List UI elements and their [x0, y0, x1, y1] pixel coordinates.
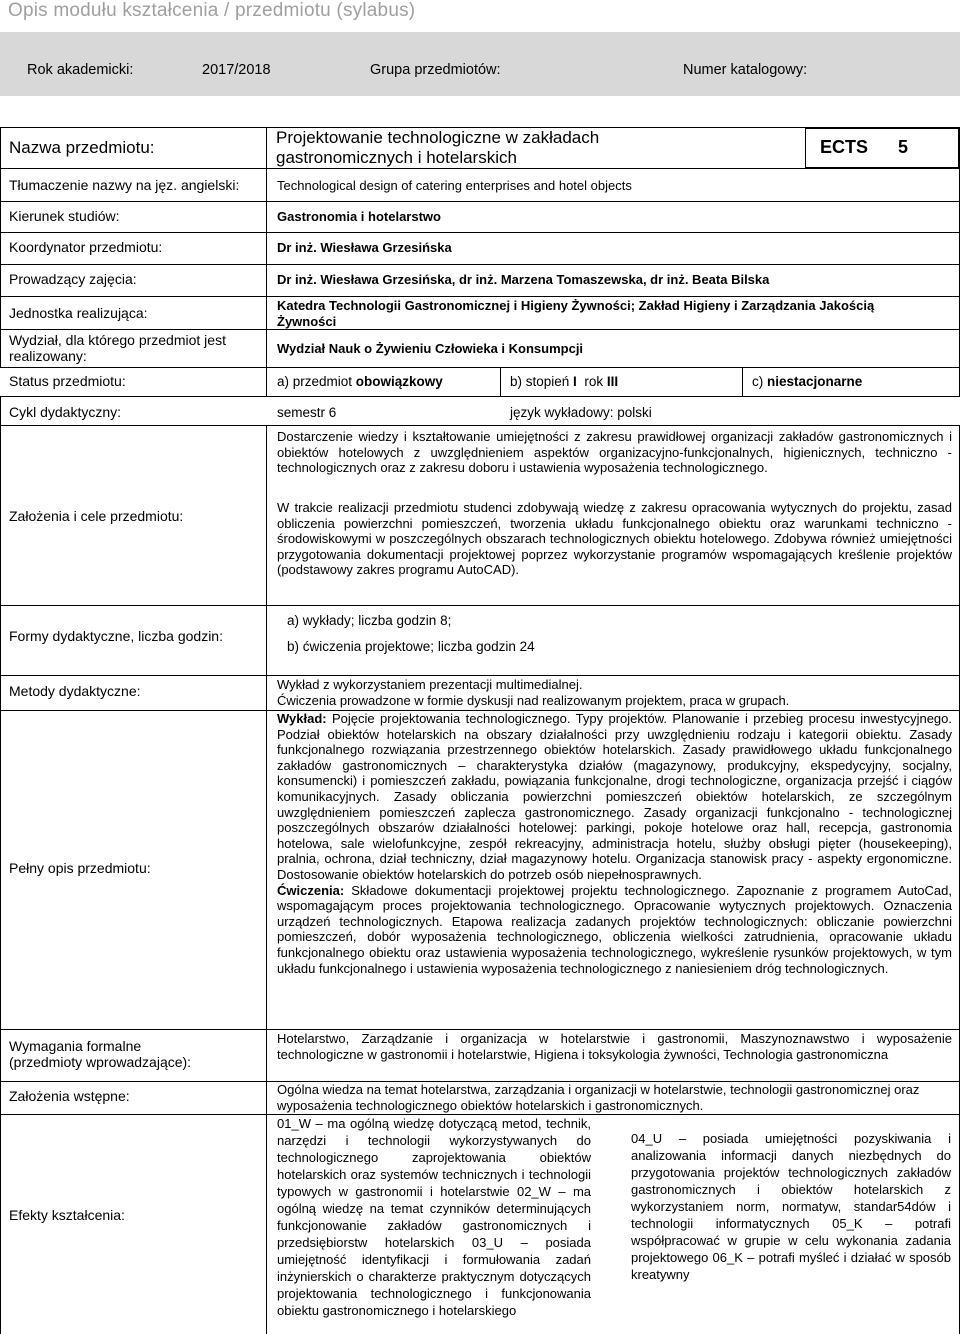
wymagania-label-line2: (przedmioty wprowadzające):: [9, 1054, 192, 1070]
efekty-label: Efekty kształcenia:: [9, 1207, 125, 1223]
status-c: [752, 373, 862, 390]
wydzial-label-line2: realizowany:: [9, 348, 87, 364]
rule: [742, 367, 743, 396]
status-c-prefix: c): [752, 374, 767, 389]
efekty-left: 01_W – ma ogólną wiedzę dotyczącą metod, technik, narzędzi i technologii wykorzystywanych do technologicznego zaprojektowania obiektów hotelarskich oraz systemów technicznych i technologii typowych w gastronomii i hotelarstwie 02_W – ma ogólną wiedzę na temat czynników determinujących funkcjonowanie zakładów gastronomicznych i przedsiębiorstw hotelarskich 03_U – posiada umiejętność identyfikacji i formułowania zadań inżynierskich o charakterze praktycznym dotyczących projektowania technologicznego i funkcjonowania obiektu gastronomicznego i hotelarskiego: [277, 1116, 591, 1318]
left-border-lower: [0, 396, 1, 1334]
status-b-rok: III: [606, 374, 619, 389]
status-b-stopien: I: [573, 374, 577, 389]
numer-katalogowy-label: Numer katalogowy:: [683, 62, 808, 78]
rule: [266, 367, 267, 396]
rule: [0, 675, 960, 676]
cwiczenia-label: Ćwiczenia:: [277, 882, 345, 898]
rule: [500, 367, 501, 396]
prowadzacy-label: Prowadzący zajęcia:: [9, 271, 137, 287]
pelny-opis-text: [277, 711, 952, 976]
formy-a: a) wykłady; liczba godzin 8;: [287, 613, 452, 628]
rule: [0, 425, 960, 426]
koordynator-label: Koordynator przedmiotu:: [9, 239, 163, 255]
rule: [0, 296, 960, 297]
kierunek-value: Gastronomia i hotelarstwo: [277, 209, 441, 224]
cykl-jezyk: język wykładowy: polski: [510, 405, 652, 420]
wyklad-text: Pojęcie projektowania technologicznego. Typy projektów. Planowanie i przebieg procesu inwestycyjnego. Podział obiektów hotelarskich na obszary działalności przy uwzględnieniu rodzaju i kategorii obiektu. Zasady funkcjonalnego rozwiązania przestrzennego obiektów hotelarskich. Zasady prawidłowego układu funkcjonalnego zakładów gastronomicznych – charakterystyka działów (magazynowy, produkcyjny, ekspedycyjny, socjalny, konsumencki) i pomieszczeń zakładu, powiązania funkcjonalne, drogi technologiczne, organizacja przejść i ciągów komunikacyjnych. Zasady obliczania powierzchni pomieszczeń obiektów hotelarskich, ze szczególnym uwzględnieniem pomieszczeń zaplecza gastronomicznego. Zasady organizacji funkcjonalno - technologicznej poszczególnych obszarów działalności hotelowej: parkingi, pokoje hotelowe oraz hall, recepcja, gastronomia hotelowa, sale wielofunkcyjne, zespół rekreacyjny, administracja hotelu, służby obsługi pięter (housekeeping), pralnia, ochrona, dział techniczny, dział magazynowy hotelu. Organizacja stanowisk pracy - aspekty ergonomiczne. Dostosowanie obiektów hotelarskich do potrzeb osób niepełnosprawnych.: [277, 711, 952, 882]
rule: [0, 329, 960, 330]
rule: [0, 367, 960, 368]
jednostka-label: Jednostka realizująca:: [9, 305, 148, 321]
metody-label: Metody dydaktyczne:: [9, 683, 141, 699]
status-b: [510, 373, 618, 390]
tlumaczenie-label: Tłumaczenie nazwy na jęz. angielski:: [9, 177, 240, 193]
wymagania-text: Hotelarstwo, Zarządzanie i organizacja w hotelarstwie i gastronomii, Maszynoznawstwo i wyposażenie technologiczne w gastronomii i hotelarstwie, Higiena i toksykologia żywności, Technologia gastronomiczna: [277, 1031, 952, 1062]
status-a: [277, 373, 443, 390]
status-label: Status przedmiotu:: [9, 373, 126, 389]
kierunek-label: Kierunek studiów:: [9, 208, 120, 224]
status-b-rok-prefix: rok: [584, 374, 607, 389]
zalozenia-p1: Dostarczenie wiedzy i kształtowanie umiejętności z zakresu prawidłowej organizacji zakładów gastronomicznych i obiektów hotelowych z uwzględnieniem aspektów organizacyjno-funkcjonalnych, higienicznych, techniczno - technologicznych oraz z zakresu doboru i ustawienia wyposażenia technologicznego.: [277, 429, 952, 476]
jednostka-value-line2: Żywności: [277, 314, 337, 329]
wydzial-value: Wydział Nauk o Żywieniu Człowieka i Konsumpcji: [277, 341, 584, 356]
koordynator-value: Dr inż. Wiesława Grzesińska: [277, 240, 452, 255]
rule: [0, 605, 960, 606]
zalozenia-wstepne-label: Założenia wstępne:: [9, 1088, 130, 1104]
metody-line2: Ćwiczenia prowadzone w formie dyskusji nad realizowanym projektem, praca w grupach.: [277, 693, 790, 708]
label-divider: [266, 127, 267, 367]
nazwa-value-line1: Projektowanie technologiczne w zakładach: [276, 128, 600, 147]
status-a-prefix: a) przedmiot: [277, 374, 356, 389]
rule: [0, 201, 960, 202]
zalozenia-label: Założenia i cele przedmiotu:: [9, 508, 184, 524]
cykl-semestr: semestr 6: [277, 405, 337, 420]
rule: [0, 264, 960, 265]
wyklad-label: Wykład:: [277, 711, 327, 726]
rule: [0, 232, 960, 233]
rok-akademicki-label: Rok akademicki:: [27, 62, 134, 78]
wymagania-label-line1: Wymagania formalne: [9, 1038, 142, 1054]
rule: [0, 396, 960, 397]
wydzial-label-line1: Wydział, dla którego przedmiot jest: [9, 332, 226, 348]
pelny-opis-label: Pełny opis przedmiotu:: [9, 860, 151, 876]
efekty-right: 04_U – posiada umiejętności pozyskiwania i analizowania informacji danych niezbędnych do przygotowania projektów technologicznych zakładów gastronomicznych i obiektów hotelarskich z wykorzystaniem norm, normatyw, standar54dów i technologii informatycznych 05_K – potrafi współpracować w grupie w celu wykonania zadania projektowego 06_K – potrafi myśleć i działać w sposób kreatywny: [631, 1131, 951, 1282]
nazwa-value-line2: gastronomicznych i hotelarskich: [276, 148, 517, 167]
status-c-value: niestacjonarne: [767, 374, 863, 389]
cwiczenia-text: Składowe dokumentacji projektowej projektu technologicznego. Zapoznanie z programem AutoCad, wspomagającym proces projektowania technologicznego. Opracowanie wytycznych projektowych. Oznaczenia urządzeń technologicznych. Etapowa realizacja zadanych projektów technologicznych: obliczanie powierzchni pomieszczeń, dobór wyposażenia technologicznego, obliczenia wielkości zatrudnienia, opracowanie układu funkcjonalnego obiektu oraz ustawienia wyposażenia technologicznego, wykreślenie rysunków projektowych, w tym układu funkcjonalnego i ustawienia wyposażenia technologicznego z naniesieniem dróg technologicznych.: [277, 882, 952, 976]
status-a-value: obowiązkowy: [355, 374, 443, 389]
zalozenia-p2: W trakcie realizacji przedmiotu studenci zdobywają wiedzę z zakresu opracowania wytycznych do projektu, zasad obliczenia powierzchni pomieszczeń, tworzenia układu funkcjonalnego obiektu oraz warunkami techniczno - środowiskowymi w poszczególnych obszarach technologicznych obiektu hotelowego. Zdobywa również umiejętności przygotowania dokumentacji projektowej poprzez wykorzystanie programów wspomagających kreślenie projektów (podstawowy zakres programu AutoCAD).: [277, 500, 952, 578]
ects-label: ECTS: [820, 137, 869, 157]
rule: [0, 1029, 960, 1030]
label-divider-lower: [266, 425, 267, 1334]
nazwa-label: Nazwa przedmiotu:: [9, 138, 155, 157]
prowadzacy-value: Dr inż. Wiesława Grzesińska, dr inż. Marzena Tomaszewska, dr inż. Beata Bilska: [277, 272, 770, 287]
rule: [266, 168, 960, 169]
zalozenia-wstepne-text: Ogólna wiedza na temat hotelarstwa, zarządzania i organizacji w hotelarstwie, technologii gastronomicznej oraz wyposażenia technologicznego obiektów hotelarskich i gastronomicznych.: [277, 1082, 920, 1113]
document-title: Opis modułu kształcenia / przedmiotu (sylabus): [8, 0, 416, 21]
ects-value: 5: [898, 137, 909, 157]
rok-akademicki-value: 2017/2018: [202, 62, 271, 78]
tlumaczenie-value: Technological design of catering enterprises and hotel objects: [277, 178, 632, 193]
formy-b: b) ćwiczenia projektowe; liczba godzin 24: [287, 639, 535, 654]
cykl-label: Cykl dydaktyczny:: [9, 404, 122, 420]
left-border: [0, 127, 1, 367]
status-b-prefix: b) stopień: [510, 374, 574, 389]
jednostka-value-line1: Katedra Technologii Gastronomicznej i Higieny Żywności; Zakład Higieny i Zarządzania Jakością: [277, 298, 875, 313]
formy-label: Formy dydaktyczne, liczba godzin:: [9, 628, 223, 644]
metody-line1: Wykład z wykorzystaniem prezentacji multimedialnej.: [277, 677, 583, 692]
grupa-przedmiotow-label: Grupa przedmiotów:: [370, 62, 501, 78]
rule: [0, 168, 266, 169]
